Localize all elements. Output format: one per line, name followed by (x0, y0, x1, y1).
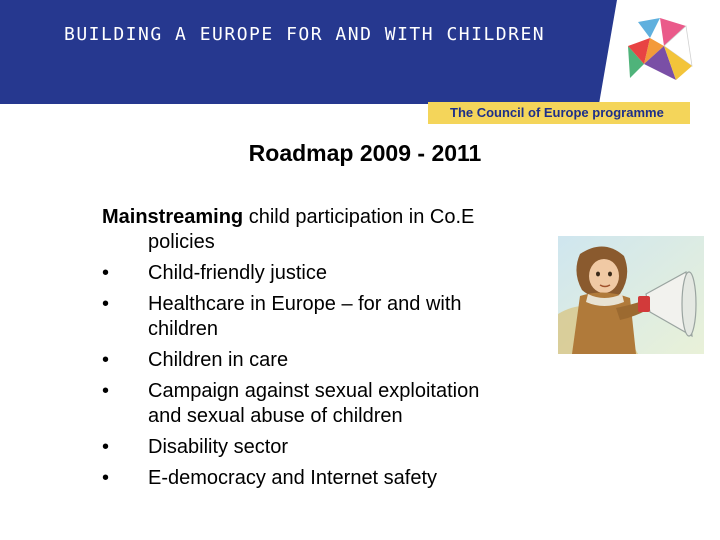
bullet-icon: • (102, 293, 110, 315)
list-item (102, 292, 562, 342)
bullet-icon: • (102, 262, 110, 284)
list-item (102, 379, 562, 429)
content-block (102, 205, 562, 497)
list-item-text: Campaign against sexual exploitation (148, 380, 480, 402)
bullet-icon: • (102, 380, 110, 402)
bullet-list (102, 261, 562, 491)
intro-bold: Mainstreaming (102, 206, 244, 228)
slide-title: Roadmap 2009 - 2011 (248, 140, 482, 166)
kite-logo-icon (624, 16, 700, 88)
list-item (102, 261, 562, 286)
child-with-megaphone-illustration (558, 236, 704, 354)
list-item-text: Disability sector (148, 436, 289, 458)
bullet-icon: • (102, 436, 110, 458)
programme-tag: The Council of Europe programme (428, 102, 690, 124)
list-item-text-continued: and sexual abuse of children (148, 405, 403, 427)
bullet-icon: • (102, 349, 110, 371)
intro-text-second: policies (148, 231, 215, 253)
list-item (102, 348, 562, 373)
list-item-text-continued: children (148, 318, 219, 340)
list-item-text: Children in care (148, 349, 289, 371)
banner-title: BUILDING A EUROPE FOR AND WITH CHILDREN (64, 24, 546, 45)
list-item-text: Child-friendly justice (148, 262, 327, 284)
intro-paragraph (102, 205, 562, 255)
intro-text-first: child participation in Co.E (248, 206, 475, 228)
list-item-text: E-democracy and Internet safety (148, 467, 438, 489)
bullet-icon: • (102, 467, 110, 489)
list-item (102, 435, 562, 460)
list-item-text: Healthcare in Europe – for and with (148, 293, 462, 315)
list-item (102, 466, 562, 491)
